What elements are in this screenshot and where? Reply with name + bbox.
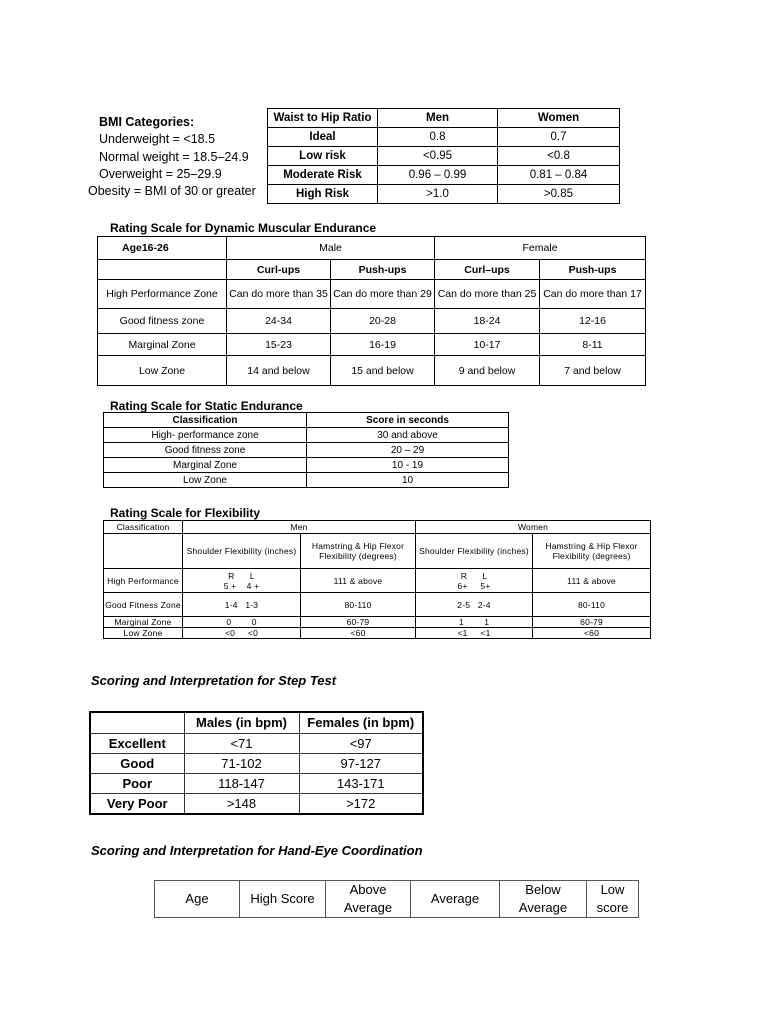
table-header: Males (in bpm) [184,712,299,733]
table-header: High Score [240,881,326,918]
table-header: Women [498,109,620,128]
table-header: Push-ups [540,260,646,280]
row-label: Good fitness zone [98,309,227,334]
row-label: Moderate Risk [268,166,378,185]
table-cell: >172 [299,793,423,814]
row-label: High Performance [104,569,183,593]
table-cell: 0.81 – 0.84 [498,166,620,185]
table-row [98,356,646,386]
table-row [104,473,509,488]
table-header: Curl–ups [435,260,540,280]
table-row [104,628,651,639]
age-header: Age16-26 [98,237,227,260]
row-label: Marginal Zone [104,617,183,628]
table-cell: 14 and below [227,356,331,386]
table-cell: 80-110 [301,593,416,617]
table-cell: 0 0 [183,617,301,628]
male-header: Male [227,237,435,260]
table-header: Females (in bpm) [299,712,423,733]
table-header: Average [411,881,500,918]
dynamic-endurance-title: Rating Scale for Dynamic Muscular Endurance [110,221,377,235]
table-cell: 143-171 [299,773,423,793]
table-cell: 15 and below [331,356,435,386]
row-label: Good fitness zone [104,443,307,458]
table-cell: Can do more than 17 [540,280,646,309]
row-label: Ideal [268,128,378,147]
table-header: Curl-ups [227,260,331,280]
bmi-line: Obesity = BMI of 30 or greater [88,184,256,199]
table-cell: 97-127 [299,753,423,773]
table-cell: 71-102 [184,753,299,773]
table-header: Waist to Hip Ratio [268,109,378,128]
bmi-line: Overweight = 25–29.9 [99,166,222,181]
step-test-title: Scoring and Interpretation for Step Test [91,673,337,688]
table-cell: <1 <1 [416,628,533,639]
table-cell: 10 [307,473,509,488]
flexibility-table [103,520,651,639]
static-endurance-table [103,412,509,488]
row-label: Very Poor [90,793,184,814]
table-header: Hamstring & Hip Flexor Flexibility (degrees) [301,534,416,569]
dynamic-endurance-table [97,236,646,386]
table-row [104,428,509,443]
table-cell: >148 [184,793,299,814]
table-cell: 111 & above [533,569,651,593]
table-cell: 60-79 [301,617,416,628]
table-cell: 0.7 [498,128,620,147]
table-cell: 80-110 [533,593,651,617]
bmi-line: Underweight = <18.5 [99,132,216,147]
table-row [90,793,423,814]
table-row [98,309,646,334]
table-cell: <97 [299,733,423,753]
row-label: Low Zone [104,628,183,639]
men-header: Men [183,521,416,534]
row-label: Marginal Zone [98,334,227,356]
row-label: Marginal Zone [104,458,307,473]
table-cell: <0.8 [498,147,620,166]
row-label: Good Fitness Zone [104,593,183,617]
table-cell [90,712,184,733]
table-header: Above Average [326,881,411,918]
table-cell: Can do more than 35 [227,280,331,309]
table-cell: >0.85 [498,185,620,204]
table-cell: 118-147 [184,773,299,793]
table-header: Shoulder Flexibility (inches) [183,534,301,569]
table-cell: 7 and below [540,356,646,386]
female-header: Female [435,237,646,260]
bmi-line: Normal weight = 18.5–24.9 [99,149,249,164]
table-header: Score in seconds [307,413,509,428]
table-cell: 30 and above [307,428,509,443]
table-cell [98,260,227,280]
table-cell: 60-79 [533,617,651,628]
table-cell [104,534,183,569]
row-label: Low Zone [104,473,307,488]
table-header: Hamstring & Hip Flexor Flexibility (degrees) [533,534,651,569]
table-row [104,593,651,617]
table-cell: Can do more than 25 [435,280,540,309]
bmi-heading: BMI Categories: [99,115,195,129]
row-label: Low risk [268,147,378,166]
table-row [104,617,651,628]
table-cell: 10 - 19 [307,458,509,473]
table-row [268,166,620,185]
row-label: Low Zone [98,356,227,386]
table-cell: 1-4 1-3 [183,593,301,617]
row-label: Poor [90,773,184,793]
table-cell: Can do more than 29 [331,280,435,309]
row-label: High Risk [268,185,378,204]
table-cell: 12-16 [540,309,646,334]
table-header: Men [378,109,498,128]
table-row [268,185,620,204]
table-row [268,147,620,166]
table-header: Age [155,881,240,918]
table-cell: 1 1 [416,617,533,628]
table-row [90,773,423,793]
table-row [90,753,423,773]
row-label: Excellent [90,733,184,753]
table-row [268,128,620,147]
table-header: Classification [104,413,307,428]
table-cell: 20 – 29 [307,443,509,458]
table-row [98,280,646,309]
table-cell: 24-34 [227,309,331,334]
table-cell: 8-11 [540,334,646,356]
table-cell: <0.95 [378,147,498,166]
table-cell: >1.0 [378,185,498,204]
table-row [98,334,646,356]
table-cell: R L 6+ 5+ [416,569,533,593]
table-cell: 10-17 [435,334,540,356]
static-endurance-title: Rating Scale for Static Endurance [110,399,303,413]
hand-eye-table [154,880,639,918]
table-header: Below Average [500,881,587,918]
table-cell: 2-5 2-4 [416,593,533,617]
table-cell: 0.8 [378,128,498,147]
row-label: High- performance zone [104,428,307,443]
table-cell: 111 & above [301,569,416,593]
table-header: Classification [104,521,183,534]
table-header: Low score [587,881,639,918]
table-cell: 18-24 [435,309,540,334]
table-cell: <71 [184,733,299,753]
table-header: Push-ups [331,260,435,280]
table-cell: 20-28 [331,309,435,334]
table-cell: 0.96 – 0.99 [378,166,498,185]
table-cell: 9 and below [435,356,540,386]
table-header: Shoulder Flexibility (inches) [416,534,533,569]
table-row [104,458,509,473]
table-row [104,569,651,593]
waist-hip-table [267,108,620,204]
table-row [104,443,509,458]
table-cell: 16-19 [331,334,435,356]
bmi-categories [88,114,256,200]
table-cell: <60 [533,628,651,639]
table-cell: R L 5 + 4 + [183,569,301,593]
table-cell: 15-23 [227,334,331,356]
row-label: High Performance Zone [98,280,227,309]
women-header: Women [416,521,651,534]
table-row [90,733,423,753]
table-cell: <60 [301,628,416,639]
table-cell: <0 <0 [183,628,301,639]
flexibility-title: Rating Scale for Flexibility [110,506,261,520]
hand-eye-title: Scoring and Interpretation for Hand-Eye Coordination [91,843,423,858]
row-label: Good [90,753,184,773]
step-test-table [89,711,424,815]
